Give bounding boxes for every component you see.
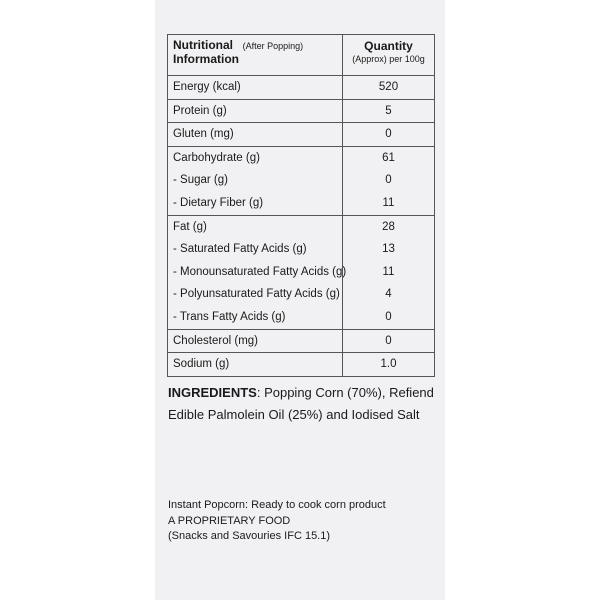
table-row — [168, 123, 434, 147]
header-quantity-cell — [343, 35, 434, 75]
row-value: 0 — [385, 310, 392, 323]
row-label: - Saturated Fatty Acids (g) — [168, 238, 343, 261]
nutrition-table — [167, 34, 435, 377]
row-value: 4 — [385, 288, 392, 301]
table-row — [168, 100, 434, 124]
row-label: Protein (g) — [168, 100, 343, 123]
table-row — [168, 169, 434, 192]
footer-line-3: (Snacks and Savouries IFC 15.1) — [168, 530, 331, 542]
table-row — [168, 192, 434, 216]
row-value: 0 — [385, 334, 392, 347]
table-row — [168, 76, 434, 100]
row-value: 0 — [385, 128, 392, 141]
footer-line-2: A PROPRIETARY FOOD — [168, 514, 291, 527]
header-quantity-title: Quantity — [364, 39, 413, 53]
ingredients-body: : Popping Corn (70%), Refiend Edible Palmolein Oil (25%) and Iodised Salt — [168, 385, 434, 422]
row-label: Energy (kcal) — [168, 76, 343, 99]
row-value: 0 — [385, 174, 392, 187]
row-value: 13 — [382, 243, 395, 256]
row-label: Cholesterol (mg) — [168, 330, 343, 353]
table-row — [168, 147, 434, 170]
header-quantity-sub: (Approx) per 100g — [352, 54, 425, 64]
row-value: 520 — [378, 81, 399, 93]
row-label: - Monounsaturated Fatty Acids (g) — [168, 261, 343, 284]
row-label: Gluten (mg) — [168, 123, 343, 146]
row-label: - Dietary Fiber (g) — [168, 192, 343, 215]
row-value: 61 — [382, 151, 395, 164]
table-row — [168, 238, 434, 261]
header-title-line2: Information — [173, 52, 239, 66]
table-row — [168, 306, 434, 330]
table-row — [168, 283, 434, 306]
row-value: 28 — [382, 220, 395, 233]
table-header — [168, 35, 434, 76]
row-label: Fat (g) — [168, 216, 343, 239]
row-label: - Trans Fatty Acids (g) — [168, 306, 343, 329]
header-title-line1: Nutritional — [173, 38, 233, 52]
table-row — [168, 353, 434, 376]
header-nutrition-cell — [168, 35, 343, 75]
row-label: Sodium (g) — [168, 353, 343, 376]
row-label: Carbohydrate (g) — [168, 147, 343, 170]
table-row — [168, 330, 434, 354]
product-footer — [168, 498, 443, 545]
row-value: 1.0 — [380, 358, 397, 371]
footer-line-1: Instant Popcorn: Ready to cook corn product — [168, 499, 386, 511]
row-label: - Sugar (g) — [168, 169, 343, 192]
row-label: - Polyunsaturated Fatty Acids (g) — [168, 283, 343, 306]
table-row — [168, 216, 434, 239]
header-note: (After Popping) — [242, 41, 304, 51]
row-value: 11 — [382, 265, 395, 278]
row-value: 5 — [385, 104, 392, 117]
table-row — [168, 261, 434, 284]
row-value: 11 — [382, 196, 395, 209]
ingredients-text — [168, 382, 443, 426]
ingredients-heading: INGREDIENTS — [168, 385, 257, 400]
